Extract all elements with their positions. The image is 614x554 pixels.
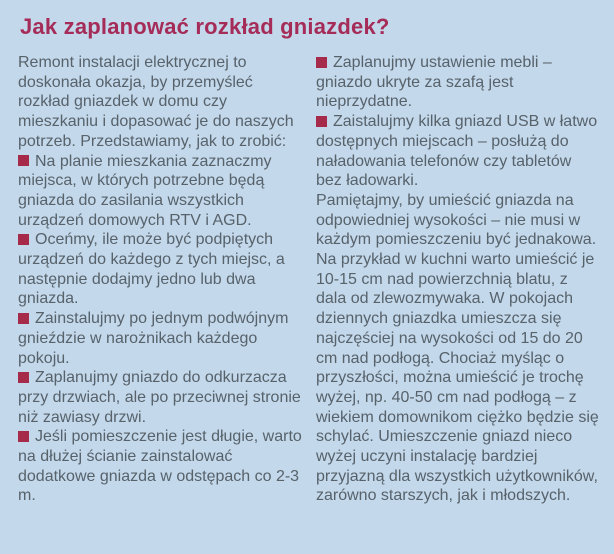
- bullet-square-icon: [316, 116, 327, 127]
- bullet-square-icon: [316, 57, 327, 68]
- body-paragraph: Pamiętajmy, by umieścić gniazda na odpowiedniej wysokości – nie musi w każdym pomieszczeniu być jednakowa. Na przykład w kuchni warto umieścić je 10-15 cm nad powierzchnią blatu, z dala od zlewozmywaka. W pokojach dziennych gniazdka umieszcza się najczęściej na wysokości od 15 do 20 cm nad podłogą. Chociaż myśląc o przyszłości, można umieścić je trochę wyżej, np. 40-50 cm nad podłogą – z wiekiem domownikom ciężko będzie się schylać. Umieszczenie gniazd nieco wyżej uczyni instalację bardziej przyjazną dla wszystkich użytkowników, zarówno starszych, jak i młodszych.: [316, 191, 599, 505]
- bullet-square-icon: [18, 313, 29, 324]
- list-item-text: Zaistalujmy kilka gniazd USB w łatwo dostępnych miejscach – posłużą do naładowania telefonów czy tabletów bez ładowarki.: [316, 113, 598, 190]
- list-item: [18, 230, 302, 309]
- list-item: [316, 53, 600, 112]
- left-column: [18, 53, 302, 506]
- list-item-text: Zainstalujmy po jednym podwójnym gnieździe w narożnikach każdego pokoju.: [18, 310, 289, 367]
- bullet-square-icon: [18, 155, 29, 166]
- right-column: [316, 53, 600, 506]
- list-item: [18, 309, 302, 368]
- list-item-text: Zaplanujmy gniazdo do odkurzacza przy drzwiach, ale po przeciwnej stronie niż zawiasy drzwi.: [18, 369, 301, 426]
- list-item-text: Zaplanujmy ustawienie mebli – gniazdo ukryte za szafą jest nieprzydatne.: [316, 54, 552, 111]
- list-item: [18, 427, 302, 506]
- list-item-text: Jeśli pomieszczenie jest długie, warto na dłużej ścianie zainstalować dodatkowe gniazda w odstępach co 2-3 m.: [18, 428, 302, 505]
- bullet-square-icon: [18, 372, 29, 383]
- bullet-square-icon: [18, 234, 29, 245]
- list-item-text: Na planie mieszkania zaznaczmy miejsca, w których potrzebne będą gniazda do zasilania wszystkich urządzeń domowych RTV i AGD.: [18, 152, 272, 229]
- list-item: [18, 368, 302, 427]
- page-title: Jak zaplanować rozkład gniazdek?: [20, 14, 390, 39]
- intro-paragraph: Remont instalacji elektrycznej to doskonała okazja, by przemyśleć rozkład gniazdek w domu czy mieszkaniu i dopasować je do naszych potrzeb. Przedstawiamy, jak to zrobić:: [18, 54, 294, 150]
- list-item: [316, 112, 600, 191]
- list-item-text: Oceńmy, ile może być podpiętych urządzeń do każdego z tych miejsc, a następnie dodajmy jedno lub dwa gniazda.: [18, 231, 285, 308]
- list-item: [18, 152, 302, 231]
- bullet-square-icon: [18, 431, 29, 442]
- two-column-layout: [18, 53, 600, 506]
